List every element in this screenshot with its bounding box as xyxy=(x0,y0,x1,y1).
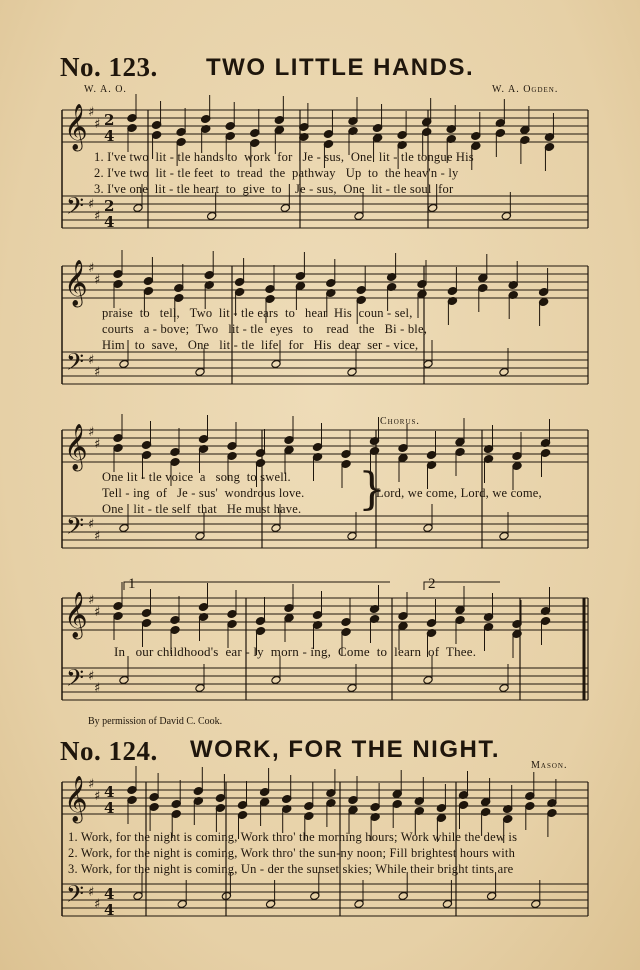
hymn-124-verse3: 3. Work, for the night is coming, Un - der the sunset skies; While their bright tints are xyxy=(68,862,514,876)
sharp-icon: ♯ xyxy=(88,261,95,276)
sharp-icon: ♯ xyxy=(94,209,101,224)
treble-clef-icon: 𝄞 xyxy=(64,592,88,638)
treble-clef-icon: 𝄞 xyxy=(64,424,88,470)
hymn-124-number: No. 124. xyxy=(60,736,158,766)
sharp-icon: ♯ xyxy=(94,273,101,288)
sharp-icon: ♯ xyxy=(94,117,101,132)
time-signature: 4 xyxy=(104,901,115,919)
sharp-icon: ♯ xyxy=(88,197,95,212)
hymn-123-verse3-line3: One lit - tle self that He must have. xyxy=(102,502,302,516)
sharp-icon: ♯ xyxy=(88,353,95,368)
sharp-icon: ♯ xyxy=(94,529,101,544)
chorus-line2: In our childhood's ear - ly morn - ing, Come to learn of Thee. xyxy=(114,644,477,659)
hymn-123-number: No. 123. xyxy=(60,52,158,82)
bass-clef-icon: 𝄢 xyxy=(66,192,85,225)
hymn-123-verse1-line1: 1. I've two lit - tle hands to work for Je - sus, One lit - tle tongue His xyxy=(94,150,474,164)
hymn-123-verse3-line2: Him to save, One lit - tle life for His dear ser - vice, xyxy=(102,338,419,352)
sharp-icon: ♯ xyxy=(88,593,95,608)
sharp-icon: ♯ xyxy=(88,669,95,684)
hymn-124-verse2: 2. Work, for the night is coming, Work thro' the sun-ny noon; Fill brightest hours with xyxy=(68,846,516,860)
sharp-icon: ♯ xyxy=(94,789,101,804)
sharp-icon: ♯ xyxy=(94,437,101,452)
permission-note: By permission of David C. Cook. xyxy=(88,716,223,727)
sharp-icon: ♯ xyxy=(88,105,95,120)
chorus-label: Chorus. xyxy=(380,416,420,427)
hymn-123-verse2-line3: Tell - ing of Je - sus' wondrous love. xyxy=(102,486,305,500)
time-signature: 4 xyxy=(104,783,115,801)
treble-clef-icon: 𝄞 xyxy=(64,104,88,150)
sharp-icon: ♯ xyxy=(88,777,95,792)
time-signature: 2 xyxy=(104,111,115,129)
sharp-icon: ♯ xyxy=(94,365,101,380)
sharp-icon: ♯ xyxy=(94,605,101,620)
sharp-icon: ♯ xyxy=(88,425,95,440)
hymn-123-verse2-line1: 2. I've two lit - tle feet to tread the pathway Up to the heav'n - ly xyxy=(94,166,459,180)
hymn-124-title: WORK, FOR THE NIGHT. xyxy=(190,736,500,763)
time-signature: 4 xyxy=(104,799,115,817)
time-signature: 2 xyxy=(104,197,115,215)
bass-clef-icon: 𝄢 xyxy=(66,664,85,697)
bass-clef-icon: 𝄢 xyxy=(66,348,85,381)
chorus-line1: Lord, we come, Lord, we come, xyxy=(376,486,542,500)
hymn-123-music-credit: W. A. Ogden. xyxy=(492,84,559,95)
verse-brace: } xyxy=(358,464,386,515)
hymn-123-verse3-line1: 3. I've one lit - tle heart to give to Je - sus, One lit - tle soul for xyxy=(94,182,454,196)
hymn-123-verse1-line2: praise to tell, Two lit - tle ears to hear His coun - sel, xyxy=(102,306,413,320)
second-ending-number: 2 xyxy=(428,576,436,592)
hymn-123-words-credit: W. A. O. xyxy=(84,84,127,95)
sharp-icon: ♯ xyxy=(94,897,101,912)
bass-clef-icon: 𝄢 xyxy=(66,512,85,545)
time-signature: 4 xyxy=(104,213,115,231)
hymn-124-verse1: 1. Work, for the night is coming, Work thro' the morning hours; Work while the dew is xyxy=(68,830,518,844)
bass-clef-icon: 𝄢 xyxy=(66,880,85,913)
sharp-icon: ♯ xyxy=(88,885,95,900)
first-ending-number: 1 xyxy=(128,576,136,592)
sharp-icon: ♯ xyxy=(88,517,95,532)
hymn-123-verse1-line3: One lit - tle voice a song to swell. xyxy=(102,470,291,484)
treble-clef-icon: 𝄞 xyxy=(64,776,88,822)
hymn-124-music-credit: Mason. xyxy=(531,760,568,771)
time-signature: 4 xyxy=(104,127,115,145)
hymn-123-title: TWO LITTLE HANDS. xyxy=(206,54,475,81)
time-signature: 4 xyxy=(104,885,115,903)
sharp-icon: ♯ xyxy=(94,681,101,696)
hymn-123-verse2-line2: courts a - bove; Two lit - tle eyes to read the Bi - ble, xyxy=(102,322,428,336)
treble-clef-icon: 𝄞 xyxy=(64,260,88,306)
first-ending-bracket xyxy=(124,582,390,590)
